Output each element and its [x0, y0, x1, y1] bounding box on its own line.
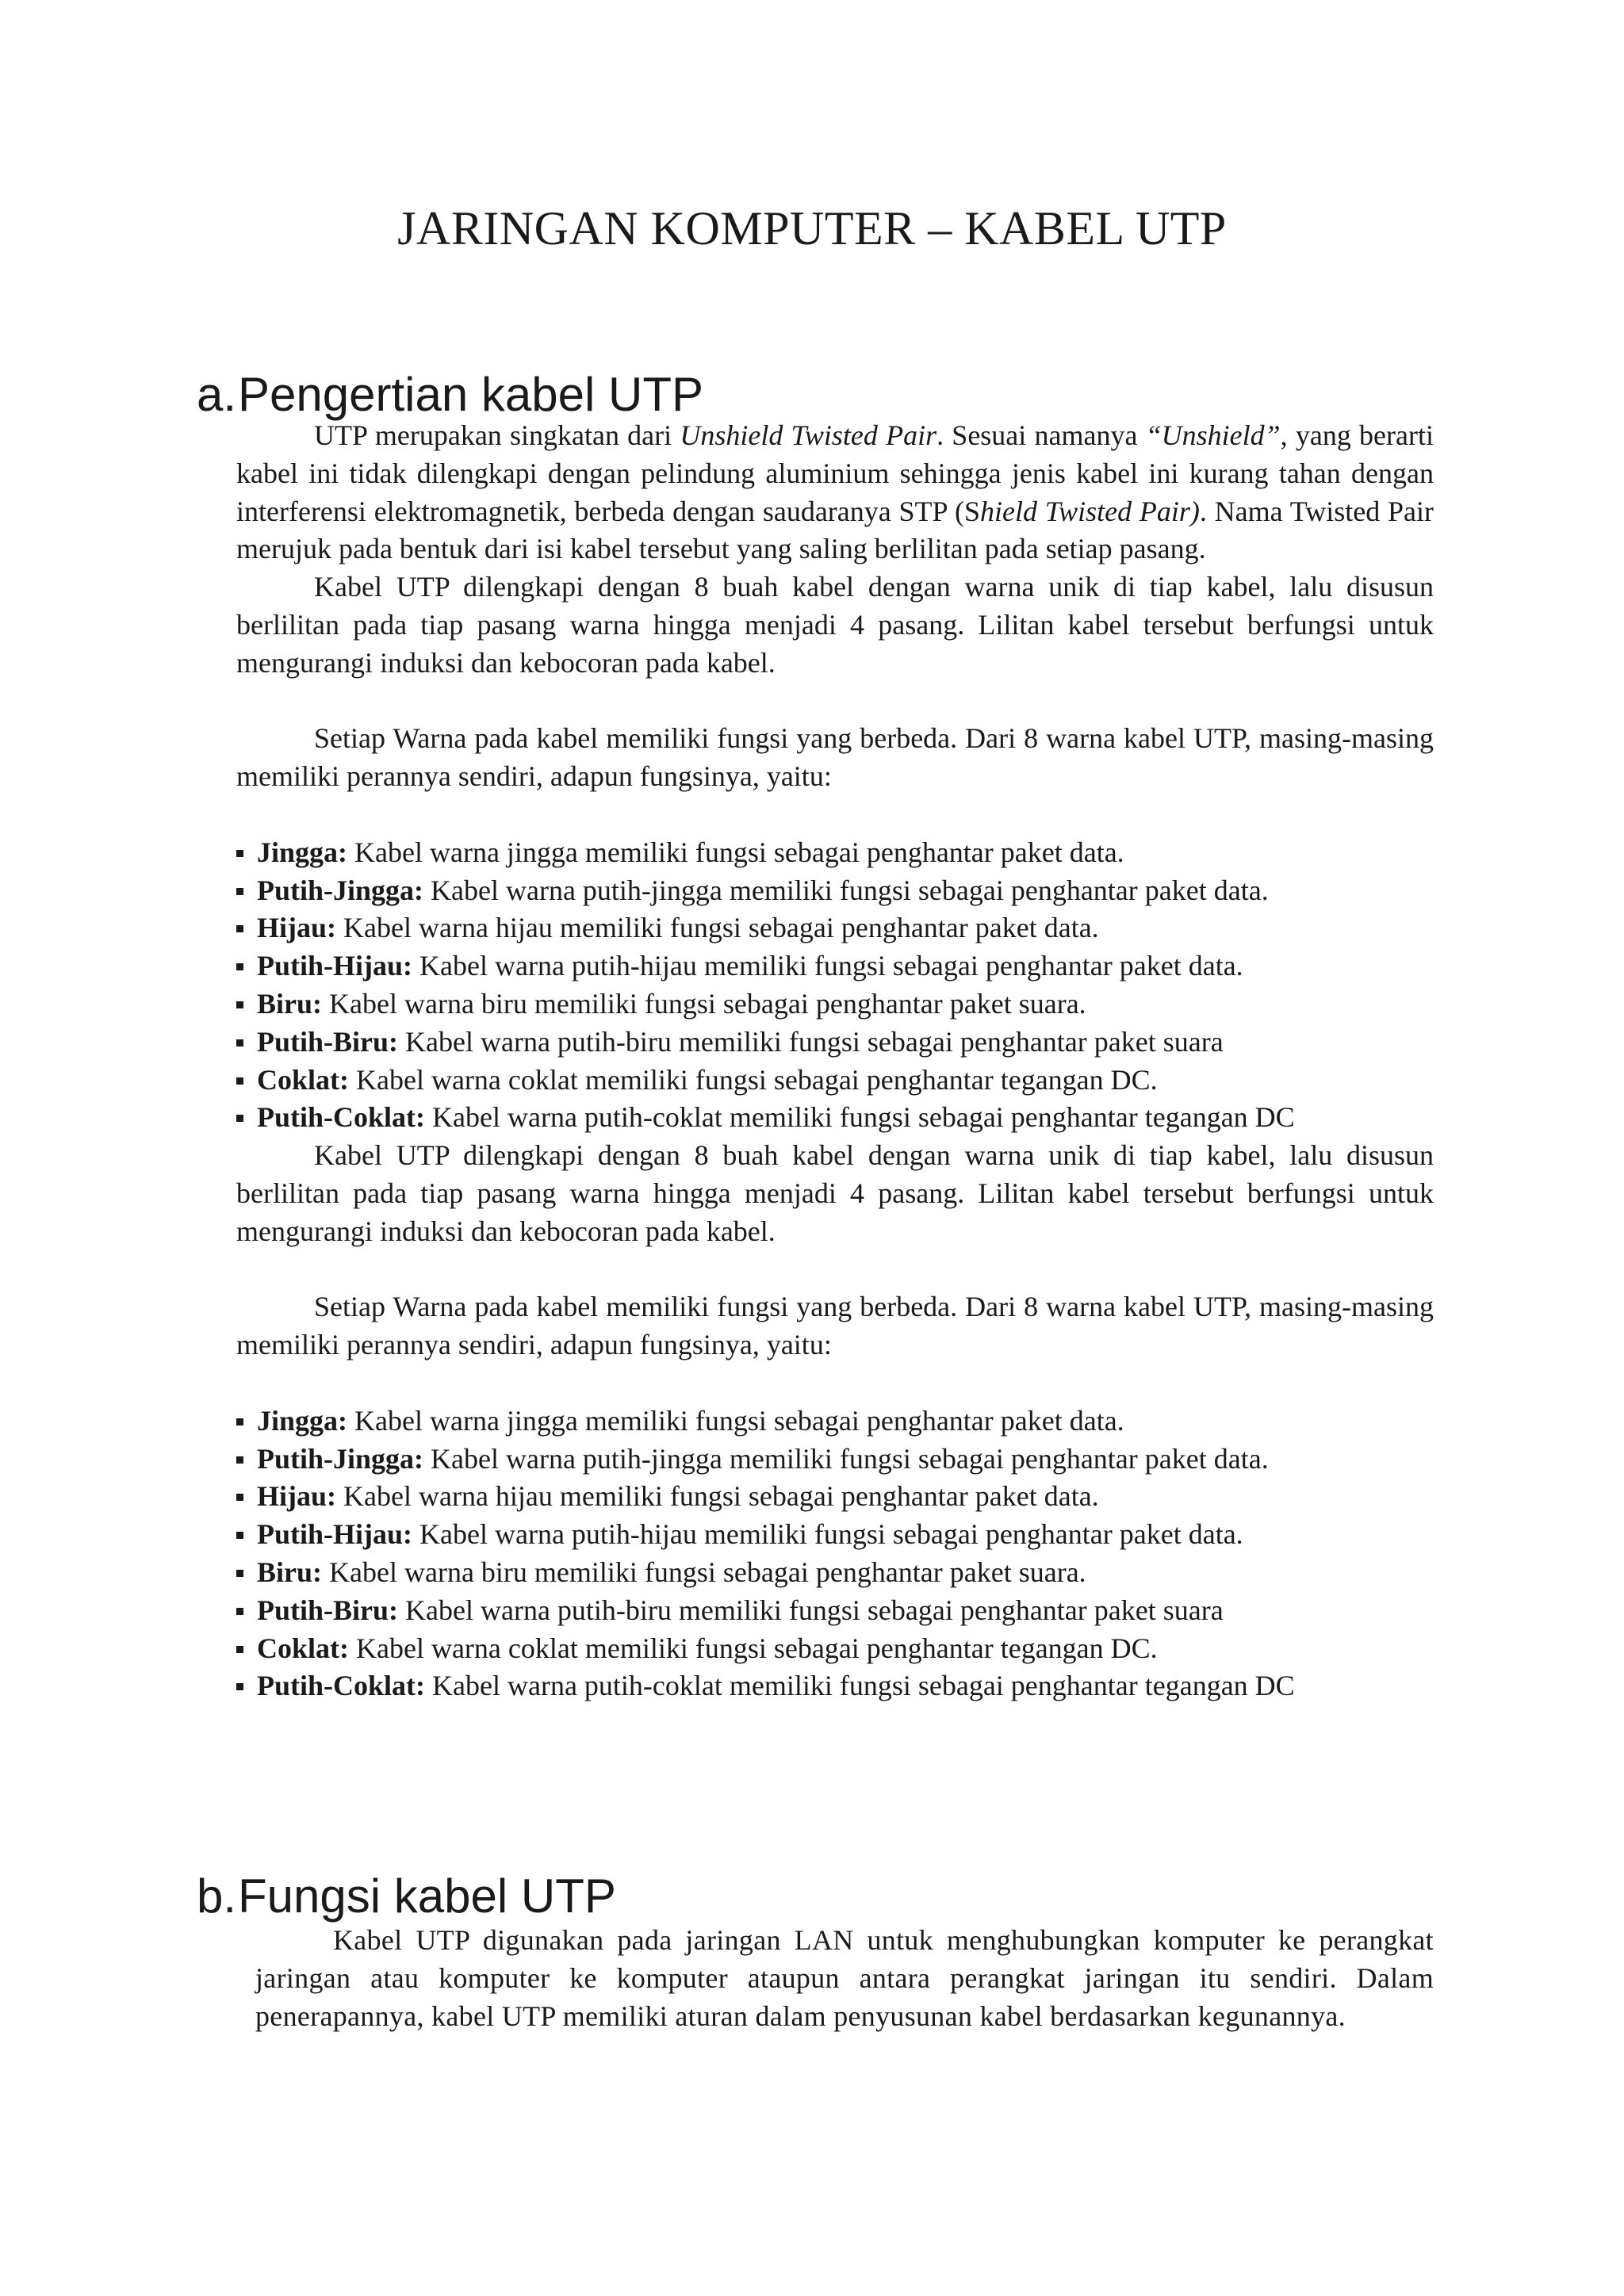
- square-bullet-icon: [236, 1570, 243, 1577]
- list-item: [236, 1099, 1434, 1137]
- text-run: UTP merupakan singkatan dari: [314, 419, 680, 451]
- list-item-term: Putih-Jingga:: [257, 874, 424, 906]
- square-bullet-icon: [236, 1456, 243, 1464]
- list-item: [236, 909, 1434, 947]
- section-b-marker: b.: [197, 1869, 237, 1923]
- list-item: [236, 834, 1434, 872]
- text-run: . Sesuai namanya: [936, 419, 1146, 451]
- list-item-term: Putih-Hijau:: [257, 950, 413, 982]
- square-bullet-icon: [236, 1039, 243, 1047]
- paragraph-gap: [236, 1364, 1434, 1402]
- section-a-heading: [197, 366, 703, 423]
- paragraph-gap: [236, 683, 1434, 721]
- list-item-description: Kabel warna coklat memiliki fungsi sebagai penghantar tegangan DC.: [349, 1632, 1158, 1664]
- paragraph-utp-composition: Kabel UTP dilengkapi dengan 8 buah kabel dengan warna unik di tiap kabel, lalu disusun berlilitan pada tiap pasang warna hingga menjadi 4 pasang. Lilitan kabel tersebut berfungsi untuk mengurangi induksi dan kebocoran pada kabel.: [236, 571, 1434, 679]
- square-bullet-icon: [236, 1608, 243, 1615]
- square-bullet-icon: [236, 1532, 243, 1539]
- section-b-heading: [197, 1868, 616, 1925]
- square-bullet-icon: [236, 963, 243, 970]
- color-function-list-repeat: [236, 1402, 1434, 1705]
- square-bullet-icon: [236, 925, 243, 932]
- list-item: [236, 985, 1434, 1024]
- list-item-description: Kabel warna putih-jingga memiliki fungsi sebagai penghantar paket data.: [423, 1442, 1269, 1475]
- list-item: [236, 1024, 1434, 1062]
- square-bullet-icon: [236, 1001, 243, 1008]
- list-item: [236, 1478, 1434, 1516]
- list-item-term: Hijau:: [257, 1480, 337, 1513]
- list-item-description: Kabel warna putih-hijau memiliki fungsi sebagai penghantar paket data.: [412, 950, 1243, 982]
- square-bullet-icon: [236, 1646, 243, 1653]
- list-item: [236, 1667, 1434, 1705]
- paragraph-color-intro: Setiap Warna pada kabel memiliki fungsi yang berbeda. Dari 8 warna kabel UTP, masing-masing memiliki perannya sendiri, adapun fungsinya, yaitu:: [236, 722, 1434, 793]
- square-bullet-icon: [236, 1418, 243, 1425]
- text-run: . Nama Twisted Pair merujuk pada bentuk dari isi kabel tersebut yang saling berlilitan pada setiap pasang.: [236, 495, 1434, 565]
- list-item-description: Kabel warna putih-hijau memiliki fungsi sebagai penghantar paket data.: [412, 1518, 1243, 1551]
- list-item-description: Kabel warna putih-coklat memiliki fungsi sebagai penghantar tegangan DC: [425, 1670, 1295, 1702]
- list-item-term: Coklat:: [257, 1063, 349, 1096]
- color-function-list: [236, 834, 1434, 1137]
- list-item-description: Kabel warna putih-biru memiliki fungsi sebagai penghantar paket suara: [398, 1594, 1224, 1626]
- document-title: JARINGAN KOMPUTER – KABEL UTP: [397, 202, 1227, 254]
- list-item-description: Kabel warna putih-jingga memiliki fungsi sebagai penghantar paket data.: [423, 874, 1269, 906]
- square-bullet-icon: [236, 888, 243, 895]
- list-item-description: Kabel warna putih-coklat memiliki fungsi sebagai penghantar tegangan DC: [425, 1101, 1295, 1134]
- list-item-term: Jingga:: [257, 836, 348, 868]
- square-bullet-icon: [236, 850, 243, 857]
- list-item-description: Kabel warna hijau memiliki fungsi sebagai penghantar paket data.: [336, 912, 1099, 944]
- list-item-description: Kabel warna coklat memiliki fungsi sebagai penghantar tegangan DC.: [349, 1063, 1158, 1096]
- italic-run: hield Twisted Pair): [980, 495, 1200, 527]
- list-item-description: Kabel warna putih-biru memiliki fungsi sebagai penghantar paket suara: [398, 1025, 1224, 1058]
- paragraph-color-intro-repeat: Setiap Warna pada kabel memiliki fungsi yang berbeda. Dari 8 warna kabel UTP, masing-masing memiliki perannya sendiri, adapun fungsinya, yaitu:: [236, 1291, 1434, 1361]
- list-item-term: Putih-Hijau:: [257, 1518, 413, 1551]
- square-bullet-icon: [236, 1077, 243, 1085]
- list-item-description: Kabel warna jingga memiliki fungsi sebagai penghantar paket data.: [347, 1404, 1124, 1437]
- list-item-description: Kabel warna biru memiliki fungsi sebagai penghantar paket suara.: [322, 987, 1086, 1020]
- section-b-body: [255, 1922, 1434, 2035]
- list-item: [236, 1062, 1434, 1100]
- list-item-term: Putih-Jingga:: [257, 1442, 424, 1475]
- section-a-marker: a.: [197, 368, 237, 421]
- list-item: [236, 947, 1434, 985]
- section-b-title: Fungsi kabel UTP: [238, 1869, 616, 1923]
- paragraph-utp-composition-repeat: Kabel UTP dilengkapi dengan 8 buah kabel dengan warna unik di tiap kabel, lalu disusun berlilitan pada tiap pasang warna hingga menjadi 4 pasang. Lilitan kabel tersebut berfungsi untuk mengurangi induksi dan kebocoran pada kabel.: [236, 1139, 1434, 1247]
- paragraph-gap: [236, 1251, 1434, 1289]
- list-item-description: Kabel warna biru memiliki fungsi sebagai penghantar paket suara.: [322, 1556, 1086, 1588]
- list-item: [236, 872, 1434, 910]
- list-item-term: Biru:: [257, 1556, 323, 1588]
- square-bullet-icon: [236, 1115, 243, 1122]
- section-a-title: Pengertian kabel UTP: [238, 368, 703, 421]
- paragraph-utp-definition: [236, 417, 1434, 568]
- square-bullet-icon: [236, 1494, 243, 1501]
- italic-run: Unshield Twisted Pair: [680, 419, 937, 451]
- paragraph-gap: [236, 796, 1434, 834]
- list-item-term: Jingga:: [257, 1404, 348, 1437]
- list-item-term: Coklat:: [257, 1632, 349, 1664]
- list-item-description: Kabel warna jingga memiliki fungsi sebagai penghantar paket data.: [347, 836, 1124, 868]
- square-bullet-icon: [236, 1683, 243, 1690]
- list-item-term: Putih-Coklat:: [257, 1670, 426, 1702]
- list-item: [236, 1441, 1434, 1479]
- list-item: [236, 1516, 1434, 1554]
- list-item-term: Putih-Biru:: [257, 1025, 399, 1058]
- list-item-term: Biru:: [257, 987, 323, 1020]
- list-item-term: Putih-Biru:: [257, 1594, 399, 1626]
- list-item: [236, 1592, 1434, 1630]
- list-item-term: Hijau:: [257, 912, 337, 944]
- list-item: [236, 1554, 1434, 1592]
- text-run: , yang berarti kabel ini tidak dilengkapi dengan pelindung aluminium sehingga jenis kabel ini kurang tahan dengan interferensi elektromagnetik, berbeda dengan saudaranya STP (S: [236, 419, 1434, 527]
- list-item: [236, 1402, 1434, 1441]
- list-item: [236, 1630, 1434, 1668]
- section-a-body: [236, 417, 1434, 1705]
- list-item-term: Putih-Coklat:: [257, 1101, 426, 1134]
- list-item-description: Kabel warna hijau memiliki fungsi sebagai penghantar paket data.: [336, 1480, 1099, 1513]
- paragraph-utp-function: Kabel UTP digunakan pada jaringan LAN untuk menghubungkan komputer ke perangkat jaringan atau komputer ke komputer ataupun antara perangkat jaringan itu sendiri. Dalam penerapannya, kabel UTP memiliki aturan dalam penyusunan kabel berdasarkan kegunannya.: [255, 1924, 1434, 2032]
- italic-run: “Unshield”: [1145, 419, 1281, 451]
